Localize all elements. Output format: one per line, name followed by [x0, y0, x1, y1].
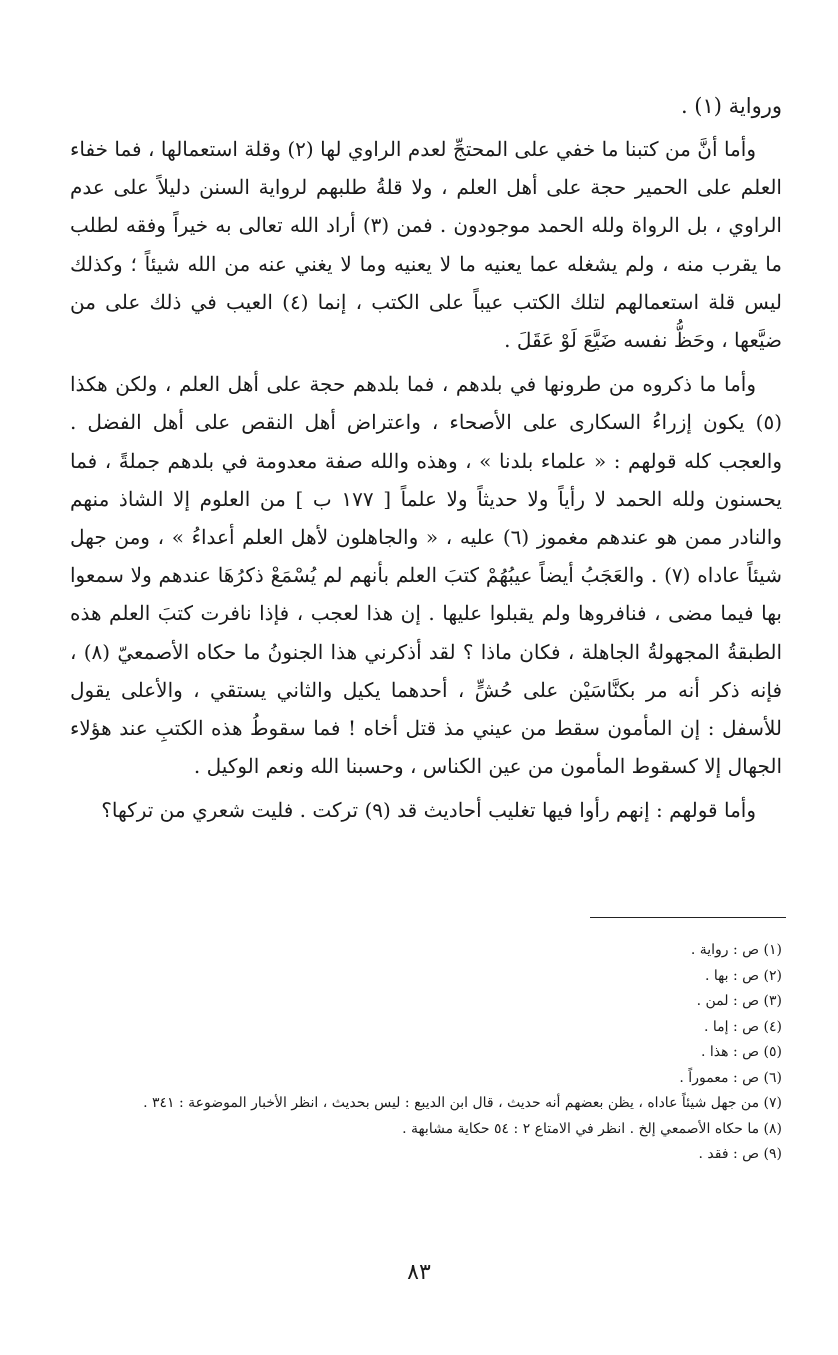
paragraph-1: وأما أنَّ من كتبنا ما خفي على المحتجِّ لعدم الراوي لها (٢) وقلة استعمالها ، فما خفاء العلم على الحمير حجة على أهل العلم ، ولا قلةُ طلبهم لرواية السنن دليلاً على عدم الراوي ، بل الرواة ولله الحمد موجودون . فمن (٣) أراد الله تعالى به خيراً وفقه لطلب ما يقرب منه ، ولم يشغله عما يعنيه ما لا يعنيه وما لا يغني عنه من الله شيئاً ؛ وكذلك ليس قلة استعمالهم لتلك الكتب عيباً على الكتب ، إنما (٤) العيب في ذلك على من ضيَّعها ، وحَظُّ نفسه ضَيَّعَ لَوْ عَقَلَ . — [70, 137, 783, 353]
paragraph-3: وأما قولهم : إنهم رأوا فيها تغليب أحاديث قد (٩) تركت . فليت شعري من تركها؟ — [101, 798, 756, 823]
footnote-9: (٩) ص : فقد . — [698, 1146, 782, 1162]
footnote-1: (١) ص : رواية . — [690, 942, 782, 958]
footnote-7: (٧) من جهل شيئاً عاداه ، يظن بعضهم أنه حديث ، قال ابن الديبع : ليس بحديث ، انظر الأخبار الموضوعة : ٣٤١ . — [143, 1095, 782, 1111]
main-text — [70, 88, 782, 830]
footnote-3: (٣) ص : لمن . — [696, 993, 782, 1009]
page-number: ٨٣ — [407, 1260, 431, 1285]
footnote-5: (٥) ص : هذا . — [701, 1044, 782, 1060]
footnote-2: (٢) ص : بها . — [705, 967, 782, 984]
footnote-8: (٨) ما حكاه الأصمعي إلخ . انظر في الامتاع ٢ : ٥٤ حكاية مشابهة . — [402, 1120, 782, 1137]
footnote-divider — [590, 917, 786, 918]
paragraph-2: وأما ما ذكروه من طرونها في بلدهم ، فما بلدهم حجة على أهل العلم ، ولكن هكذا (٥) يكون إزراءُ السكارى على الأصحاء ، واعتراض أهل النقص على أهل الفضل . والعجب كله قولهم : « علماء بلدنا » ، وهذه والله صفة معدومة في بلدهم جملةً ، فما يحسنون ولله الحمد لا رأياً ولا حديثاً ولا علماً [ ١٧٧ ب ] من العلوم إلا الشاذ منهم والنادر ممن هو عندهم مغموز (٦) عليه ، « والجاهلون لأهل العلم أعداءُ » ، ومن جهل شيئاً عاداه (٧) . والعَجَبُ أيضاً عيبُهُمْ كتبَ العلم بأنهم لم يُسْمَعْ ذكرُهَا عندهم ولا سمعوا بها فيما مضى ، فنافروها ولم يقبلوا عليها . إن هذا لعجب ، فإذا نافرت كتبَ العلم هذه الطبقةُ المجهولةُ الجاهلة ، فكان ماذا ؟ لقد أذكرني هذا الجنونُ ما حكاه الأصمعيّ (٨) ، فإنه ذكر أنه مر بكنَّاسَيْن على حُشٍّ ، أحدهما يكيل والثاني يستقي ، والأعلى يقول للأسفل : إن المأمون سقط من عيني مذ قتل أخاه ! فما سقوطُ هذه الكتبِ عند هؤلاء الجهال إلا كسقوط المأمون من عين الكناس ، وحسبنا الله ونعم الوكيل . — [70, 372, 783, 779]
footnote-4: (٤) ص : إما . — [703, 1018, 782, 1035]
footnote-6: (٦) ص : معموراً . — [679, 1069, 782, 1086]
continuation-line: ورواية (١) . — [680, 94, 782, 118]
footnotes — [70, 938, 782, 1168]
